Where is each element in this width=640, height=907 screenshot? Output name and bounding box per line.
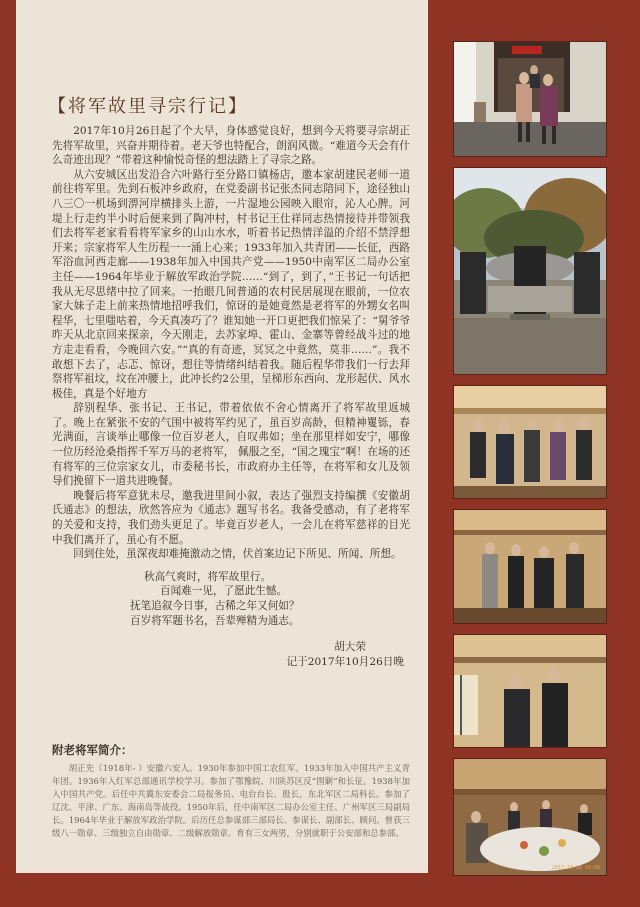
poem-line-4: 百岁将军题书名，吾辈殚精为通志。 bbox=[130, 614, 300, 627]
photo-dinner-table bbox=[453, 758, 607, 876]
poem bbox=[52, 570, 410, 628]
paragraph-2: 从六安城区出发沿合六叶路行至分路口镇杨店，邀本家胡建民老师一道前往将军里。先到石板冲乡政府，在党委副书记张杰同志陪同下，途径独山八三〇一机场到淠河岸横排头上游，一片湿地公园映入眼帘，沁人心脾。河堤上行走约半小时后便来到了陶冲村，村书记王仕祥同志热情接待并带领我们去将军老家看看将军家乡的山山水水，听着书记热情洋溢的介绍不禁浮想开来；宗家将军人生历程一一涌上心来；1933年加入共青团——长征，西路军浴血河西走廊——1938年加入中国共产党——1950中南军区二局办公室主任——1964年毕业于解放军政治学院……“到了，到了，”王书记一句话把我从无尽思绪中拉了回来。一抬眼几间普通的农村民居展现在眼前，一位农家大妹子走上前来热情地招呼我们，惊讶的是她竟然是老将军的外甥女名叫程华，七里嗤咕着，今天真凑巧了？谁知她一开口更把我们惊呆了：“舅爷爷昨天从北京回来探亲，今天刚走，去苏家埠、霍山、金寨等曾经战斗过的地方走走看看，今晚回六安。”“真的有奇迹，冥冥之中竟然，莫非……”。我不敢想下去了，忐忑、惊讶，想往等情绪纠结着我。随后程华带我们一行去拜祭将军祖坟，坟在冲腰上，此冲长约2公里，呈梯形东西向、龙形起伏、风水极佳，真是个好地方 bbox=[52, 168, 410, 400]
paragraph-3: 辞别程华、张书记、王书记，带着依依不舍心情离开了将军故里返城了。晚上在紧张不安的气围中被将军约见了，虽百岁高龄，但精神矍铄，春光满面，言谈举止哪像一位百岁老人，自叹弗如；坐在那里样如安宁，哪像一位历经沧桑指挥千军万马的老将军， 佩服之至，“国之瑰宝”啊！在场的还有将军的三位宗家女儿，市委秘书长，市政府办主任等，在将军和女儿及领导们挽留下一道共进晚餐。 bbox=[52, 402, 410, 488]
written-date: 记于2017年10月26日晚 bbox=[286, 655, 404, 668]
author-name: 胡大荣 bbox=[334, 641, 366, 654]
photo-group-five bbox=[453, 385, 607, 499]
photo-two-men bbox=[453, 634, 607, 748]
photo-timestamp: 2017-10-26 19:06 bbox=[551, 865, 600, 871]
poem-line-2: 百闻难一见，了愿此生憾。 bbox=[160, 585, 288, 598]
bottom-band bbox=[0, 873, 640, 907]
photo-group-four bbox=[453, 509, 607, 624]
bio-text: 胡正先（1918年- ）安徽六安人。1930年参加中国工农红军。1933年加入中国共产主义青年团。1936年入红军总部通讯学校学习。参加了鄂豫皖、川陕苏区反“围剿”和长征。1938年加入中国共产党。后任中共冀东安委会二局报务员、电台台长、股长，东北军区二局科长。参加了辽沈、平津、广东、海南岛等战役。1950年后，任中南军区二局办公室主任、广州军区三局副局长。1964年毕业于解放军政治学院。后历任总参谋部三部局长、参谋长、副部长、顾问。曾获三级八一勋章、三级独立自由勋章、二级解放勋章。育有三女两男，分别就职于公安部和总参部。 bbox=[52, 763, 410, 838]
photo-house-entrance bbox=[453, 41, 607, 157]
paragraph-5: 回到住处，虽深夜却难掩激动之情，伏首案边记下所见、所闻、所想。 bbox=[73, 548, 402, 561]
photo-ancestral-tomb bbox=[453, 167, 607, 375]
poem-line-3: 抚笔追叙今日事，古稀之年又何如？ bbox=[130, 600, 300, 612]
bio-heading: 附老将军简介： bbox=[52, 743, 133, 757]
article-title: 【将军故里寻宗行记】 bbox=[48, 96, 248, 117]
paragraph-4: 晚餐后将军意犹未尽，邀我进里间小叙，表达了强烈支持编撰《安徽胡氏通志》的想法，欣然答应为《通志》题写书名。我备受感动，有了老将军的关爱和支持，我们劲头更足了。毕竟百岁老人，一会儿在将军慈祥的目光中我们离开了，虽心有不愿。 bbox=[52, 489, 410, 546]
poem-line-1: 秋高气爽时，将军故里行。 bbox=[144, 570, 272, 583]
paragraph-1: 2017年10月26日起了个大早，身体感觉良好，想到今天将要寻宗胡正先将军故里，兴奋并期待着。老天爷也特配合，朗润风微。“难道今天会有什么奇迹出现？”带着这种愉悦奇怪的想法踏上了寻宗之路。 bbox=[52, 125, 410, 167]
article-body bbox=[52, 124, 410, 669]
